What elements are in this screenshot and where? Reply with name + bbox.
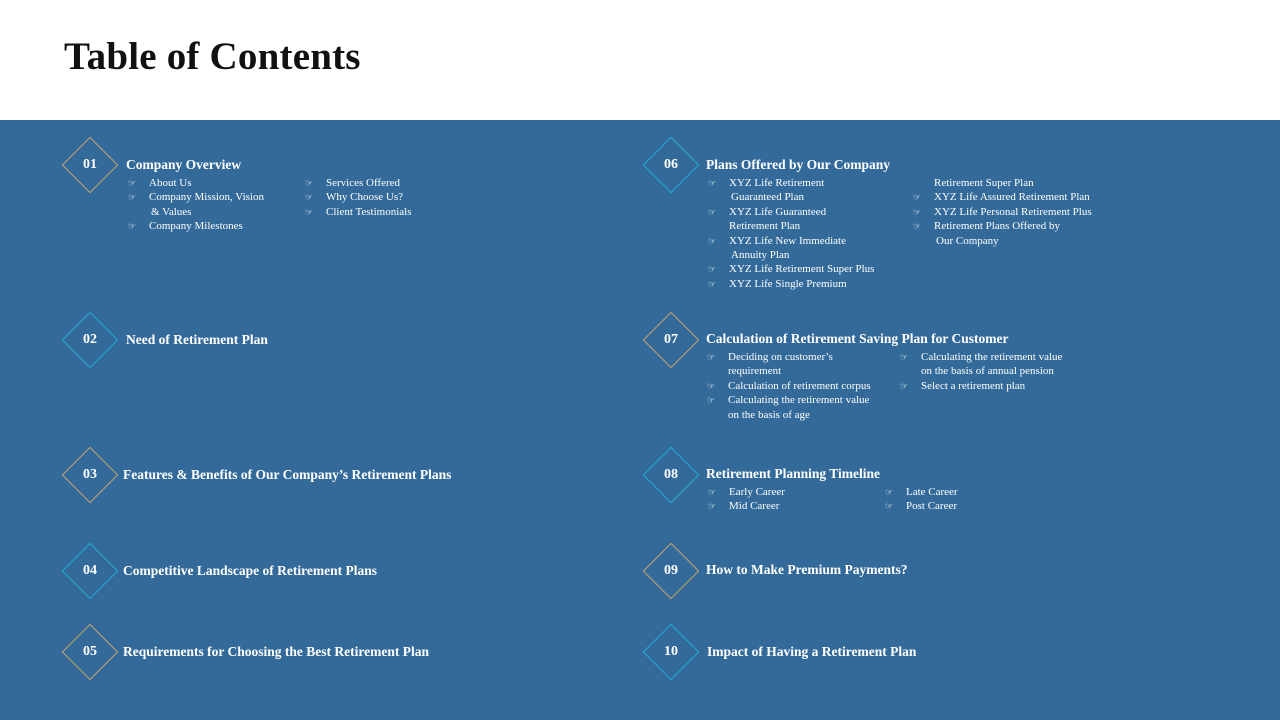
section-number: 05 (83, 644, 97, 659)
list-item-label: XYZ Life Single Premium (729, 278, 847, 290)
pointing-hand-icon: ☞ (707, 352, 716, 362)
section-number: 04 (83, 563, 97, 578)
list-item-label: Our Company (936, 235, 999, 247)
list-item-label: Retirement Plan (729, 220, 801, 232)
pointing-hand-icon: ☞ (900, 381, 909, 391)
section-number: 06 (664, 157, 678, 172)
pointing-hand-icon: ☞ (305, 207, 314, 217)
section-title[interactable]: Competitive Landscape of Retirement Plans (123, 563, 377, 578)
section-title[interactable]: Impact of Having a Retirement Plan (707, 644, 917, 659)
list-item-label: Retirement Super Plan (934, 177, 1034, 189)
list-item-label: Guaranteed Plan (731, 191, 804, 203)
section-number: 07 (664, 332, 678, 347)
list-item-label: Select a retirement plan (921, 380, 1026, 392)
pointing-hand-icon: ☞ (305, 192, 314, 202)
section-title[interactable]: Calculation of Retirement Saving Plan for Customer (706, 331, 1009, 346)
list-item-label: Company Milestones (149, 220, 243, 232)
pointing-hand-icon: ☞ (128, 178, 137, 188)
list-item-label: XYZ Life Personal Retirement Plus (934, 206, 1092, 218)
list-item-label: Early Career (729, 486, 785, 498)
section-title[interactable]: Company Overview (126, 157, 242, 172)
pointing-hand-icon: ☞ (707, 395, 716, 405)
section-number: 09 (664, 563, 678, 578)
list-item-label: XYZ Life Guaranteed (729, 206, 827, 218)
list-item-label: XYZ Life Assured Retirement Plan (934, 191, 1090, 203)
page-title: Table of Contents (64, 35, 361, 78)
section-number: 01 (83, 157, 97, 172)
pointing-hand-icon: ☞ (885, 487, 894, 497)
header (0, 0, 1280, 120)
section-title[interactable]: How to Make Premium Payments? (706, 562, 908, 577)
list-item-label: Calculating the retirement value (728, 394, 870, 406)
list-item-label: Post Career (906, 500, 958, 512)
list-item-label: on the basis of annual pension (921, 365, 1054, 377)
list-item-label: XYZ Life Retirement Super Plus (729, 263, 875, 275)
section-number: 03 (83, 467, 97, 482)
pointing-hand-icon: ☞ (128, 192, 137, 202)
pointing-hand-icon: ☞ (707, 381, 716, 391)
list-item-label: Calculation of retirement corpus (728, 380, 871, 392)
section-title[interactable]: Features & Benefits of Our Company’s Retirement Plans (123, 467, 452, 482)
section-title[interactable]: Requirements for Choosing the Best Retirement Plan (123, 644, 429, 659)
section-title[interactable]: Need of Retirement Plan (126, 332, 268, 347)
pointing-hand-icon: ☞ (913, 207, 922, 217)
section-title[interactable]: Plans Offered by Our Company (706, 157, 891, 172)
list-item-label: XYZ Life New Immediate (729, 235, 846, 247)
pointing-hand-icon: ☞ (900, 352, 909, 362)
list-item-label: Why Choose Us? (326, 191, 403, 203)
pointing-hand-icon: ☞ (305, 178, 314, 188)
pointing-hand-icon: ☞ (885, 501, 894, 511)
pointing-hand-icon: ☞ (708, 178, 717, 188)
list-item-label: Services Offered (326, 177, 401, 189)
list-item-label: Late Career (906, 486, 958, 498)
section-title[interactable]: Retirement Planning Timeline (706, 466, 880, 481)
pointing-hand-icon: ☞ (913, 192, 922, 202)
list-item-label: Calculating the retirement value (921, 351, 1063, 363)
section-number: 08 (664, 467, 678, 482)
list-item-label: Deciding on customer’s (728, 351, 833, 363)
list-item-label: Retirement Plans Offered by (934, 220, 1060, 232)
pointing-hand-icon: ☞ (128, 221, 137, 231)
pointing-hand-icon: ☞ (708, 501, 717, 511)
list-item-label: XYZ Life Retirement (729, 177, 825, 189)
list-item-label: About Us (149, 177, 192, 189)
pointing-hand-icon: ☞ (913, 221, 922, 231)
list-item-label: Company Mission, Vision (149, 191, 264, 203)
pointing-hand-icon: ☞ (708, 487, 717, 497)
list-item-label: Client Testimonials (326, 206, 412, 218)
pointing-hand-icon: ☞ (708, 207, 717, 217)
pointing-hand-icon: ☞ (708, 236, 717, 246)
pointing-hand-icon: ☞ (708, 264, 717, 274)
list-item-label: & Values (151, 206, 192, 218)
list-item-label: requirement (728, 365, 782, 377)
list-item-label: Annuity Plan (731, 249, 790, 261)
section-number: 10 (664, 644, 678, 659)
list-item-label: Mid Career (729, 500, 780, 512)
pointing-hand-icon: ☞ (708, 279, 717, 289)
list-item-label: on the basis of age (728, 409, 810, 421)
section-number: 02 (83, 332, 97, 347)
